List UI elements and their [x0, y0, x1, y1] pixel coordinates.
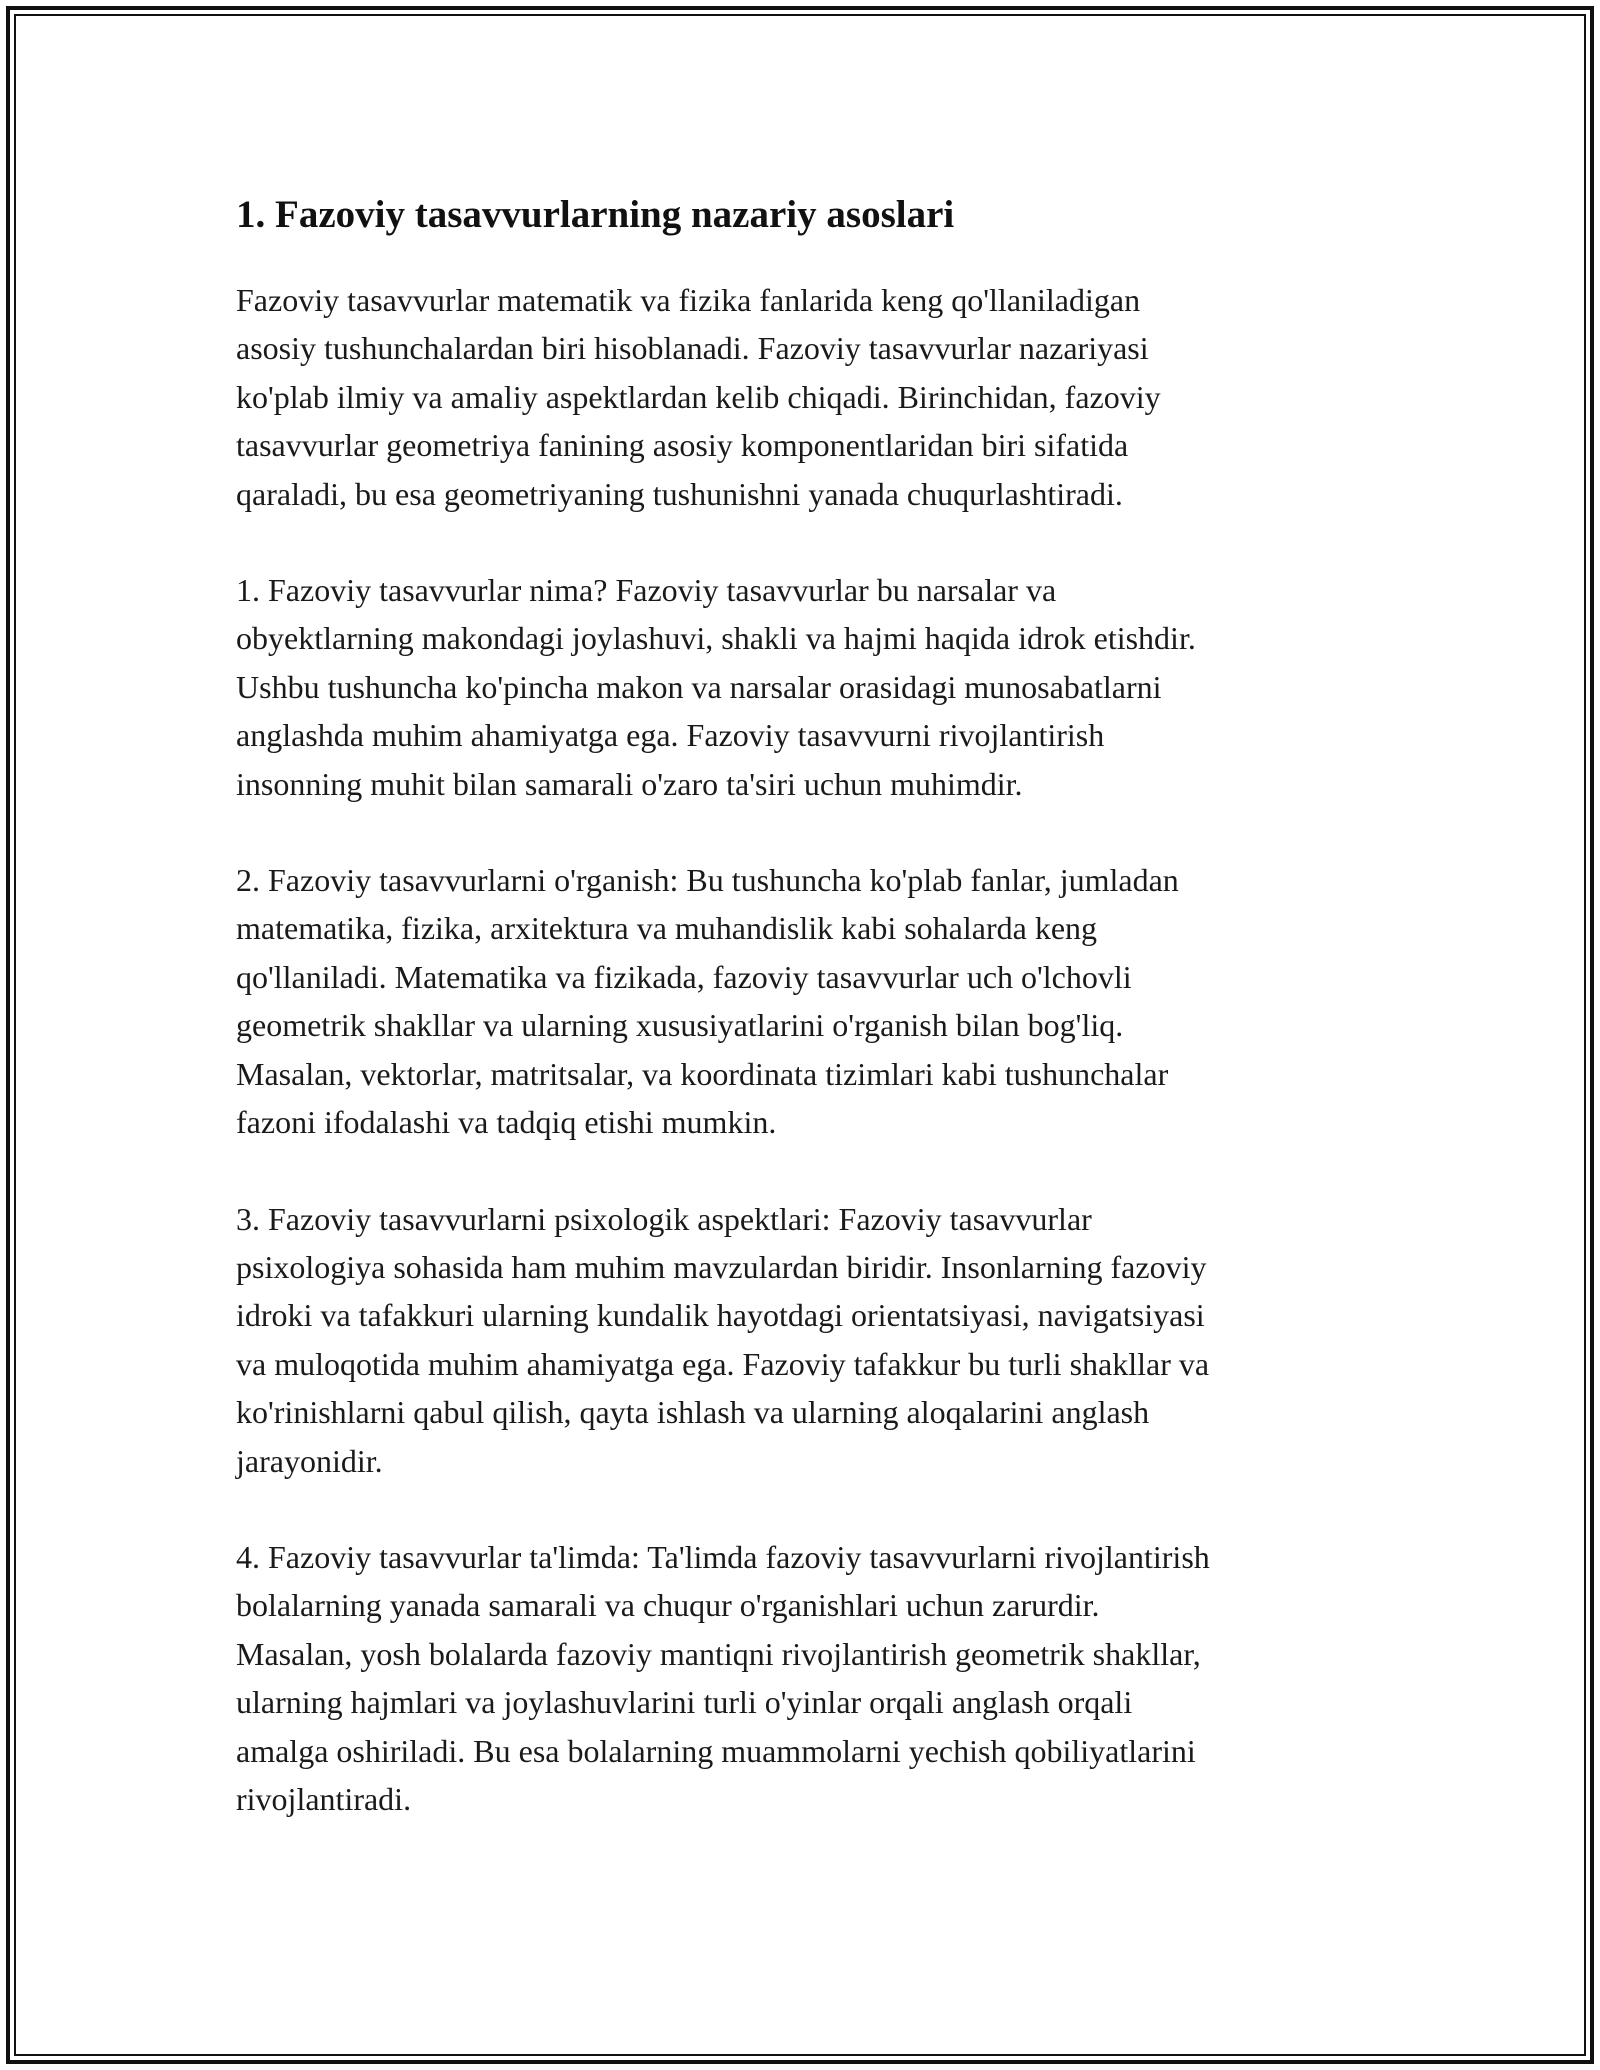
paragraph-line: psixologiya sohasida ham muhim mavzulardan biridir. Insonlarning fazoviy [236, 1248, 1207, 1285]
section-3-paragraph [236, 1195, 1376, 1485]
paragraph-line: va muloqotida muhim ahamiyatga ega. Fazoviy tafakkur bu turli shakllar va [236, 1345, 1210, 1382]
paragraph-line: fazoni ifodalashi va tadqiq etishi mumkin. [236, 1104, 777, 1141]
paragraph-line: matematika, fizika, arxitektura va muhandislik kabi sohalarda keng [236, 910, 1098, 947]
paragraph-line: tasavvurlar geometriya fanining asosiy komponentlaridan biri sifatida [236, 427, 1129, 464]
paragraph-line: asosiy tushunchalardan biri hisoblanadi. Fazoviy tasavvurlar nazariyasi [236, 330, 1149, 367]
intro-paragraph [236, 276, 1376, 518]
document-body [236, 190, 1376, 1871]
paragraph-line: obyektlarning makondagi joylashuvi, shakli va hajmi haqida idrok etishdir. [236, 620, 1196, 657]
section-2-paragraph [236, 856, 1376, 1146]
paragraph-line: anglashda muhim ahamiyatga ega. Fazoviy tasavvurni rivojlantirish [236, 717, 1105, 754]
paragraph-line: geometrik shakllar va ularning xususiyatlarini o'rganish bilan bog'liq. [236, 1007, 1124, 1044]
paragraph-line: idroki va tafakkuri ularning kundalik hayotdagi orientatsiyasi, navigatsiyasi [236, 1297, 1205, 1334]
paragraph-line: jarayonidir. [236, 1442, 383, 1479]
paragraph-line: Masalan, yosh bolalarda fazoviy mantiqni rivojlantirish geometrik shakllar, [236, 1635, 1201, 1672]
paragraph-line: Fazoviy tasavvurlar matematik va fizika fanlarida keng qo'llaniladigan [236, 282, 1141, 318]
paragraph-line: ko'rinishlarni qabul qilish, qayta ishlash va ularning aloqalarini anglash [236, 1394, 1150, 1431]
paragraph-line: Ushbu tushuncha ko'pincha makon va narsalar orasidagi munosabatlarni [236, 668, 1162, 705]
paragraph-line: Masalan, vektorlar, matritsalar, va koordinata tizimlari kabi tushunchalar [236, 1055, 1169, 1092]
section-4-paragraph [236, 1533, 1376, 1823]
document-heading: 1. Fazoviy tasavvurlarning nazariy asoslari [236, 193, 955, 236]
paragraph-line: 1. Fazoviy tasavvurlar nima? Fazoviy tasavvurlar bu narsalar va [236, 572, 1057, 609]
paragraph-line: rivojlantiradi. [236, 1780, 412, 1817]
paragraph-line: amalga oshiriladi. Bu esa bolalarning muammolarni yechish qobiliyatlarini [236, 1732, 1196, 1769]
paragraph-line: 3. Fazoviy tasavvurlarni psixologik aspektlari: Fazoviy tasavvurlar [236, 1200, 1092, 1237]
section-1-paragraph [236, 566, 1376, 808]
paragraph-line: insonning muhit bilan samarali o'zaro ta'siri uchun muhimdir. [236, 765, 1023, 802]
paragraph-line: qaraladi, bu esa geometriyaning tushunishni yanada chuqurlashtiradi. [236, 475, 1123, 512]
paragraph-line: ularning hajmlari va joylashuvlarini turli o'yinlar orqali anglash orqali [236, 1684, 1133, 1721]
paragraph-line: 4. Fazoviy tasavvurlar ta'limda: Ta'limda fazoviy tasavvurlarni rivojlantirish [236, 1538, 1210, 1575]
paragraph-line: qo'llaniladi. Matematika va fizikada, fazoviy tasavvurlar uch o'lchovli [236, 958, 1132, 995]
paragraph-line: 2. Fazoviy tasavvurlarni o'rganish: Bu tushuncha ko'plab fanlar, jumladan [236, 862, 1179, 899]
paragraph-line: bolalarning yanada samarali va chuqur o'rganishlari uchun zarurdir. [236, 1587, 1100, 1624]
paragraph-line: ko'plab ilmiy va amaliy aspektlardan kelib chiqadi. Birinchidan, fazoviy [236, 378, 1161, 415]
